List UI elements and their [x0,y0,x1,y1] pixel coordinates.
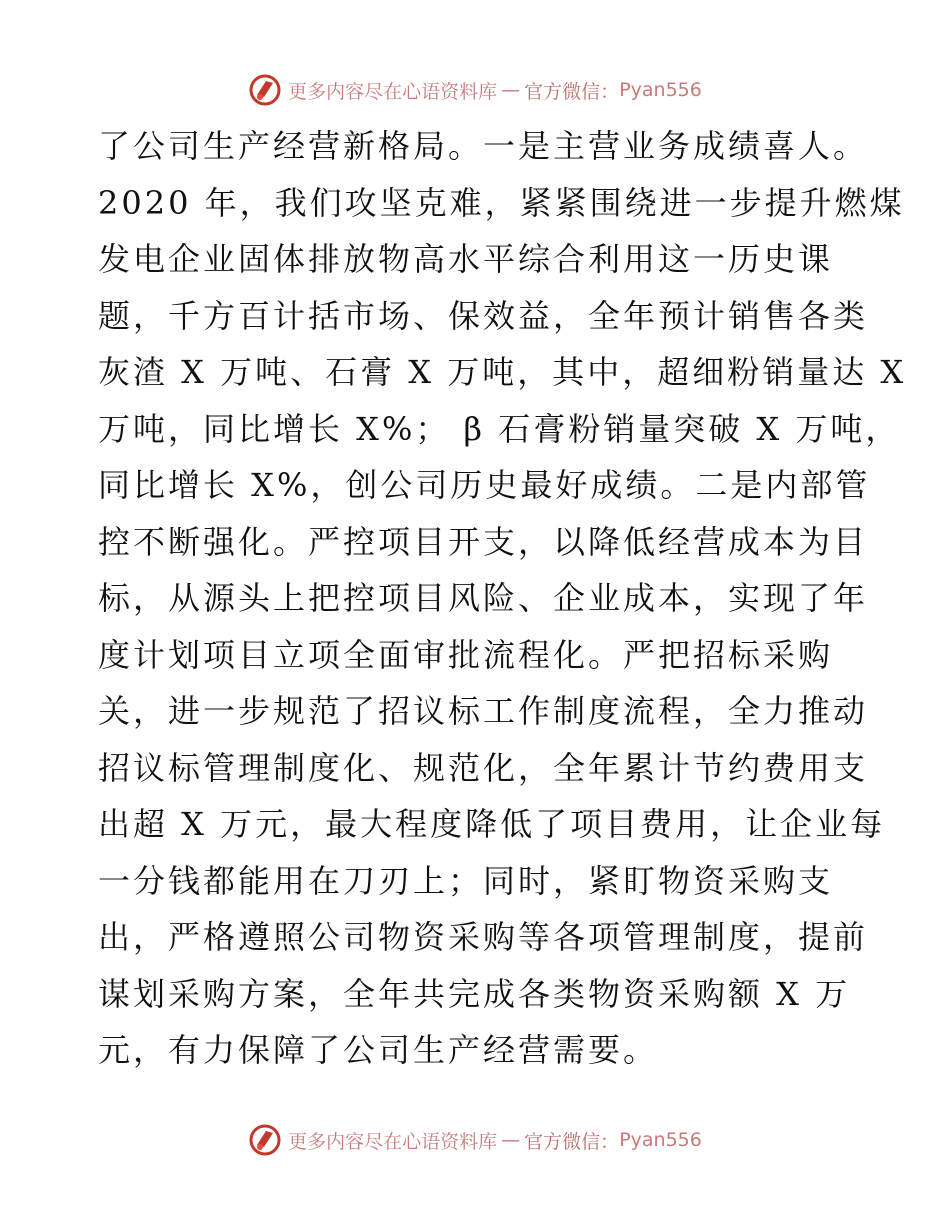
wechat-label: 官方微信： [524,80,620,103]
wechat-id: Pyan556 [619,1129,702,1151]
body-line: 万吨，同比增长 X%； β 石膏粉销量突破 X 万吨， [98,409,901,448]
body-line: 题，千方百计括市场、保效益，全年预计销售各类 [98,296,869,335]
body-line: 同比增长 X%，创公司历史最好成绩。二是内部管 [98,466,871,504]
wechat-label: 官方微信： [524,1130,620,1153]
body-line: 谋划采购方案，全年共完成各类物资采购额 X 万 [98,974,851,1013]
body-line: 标，从源头上把控项目风险、企业成本，实现了年 [98,579,869,617]
body-line: 灰渣 X 万吨、石膏 X 万吨，其中，超细粉销量达 X [98,353,907,391]
body-line: 元，有力保障了公司生产经营需要。 [98,1031,659,1069]
body-line: 出超 X 万元，最大程度降低了项目费用，让企业每 [98,805,886,843]
body-line: 2020 年，我们攻坚克难，紧紧围绕进一步提升燃煤 [98,183,905,222]
body-line: 控不断强化。严控项目开支，以降低经营成本为目 [98,522,869,561]
brand-logo-icon [248,73,282,107]
banner-text: 更多内容尽在心语资料库 [288,1130,498,1153]
banner-separator: — [501,1129,521,1151]
body-line: 关，进一步规范了招议标工作制度流程，全力推动 [98,692,869,730]
body-line: 一分钱都能用在刀刃上；同时，紧盯物资采购支 [98,861,834,900]
wechat-id: Pyan556 [619,79,702,101]
banner-text: 更多内容尽在心语资料库 [288,80,498,103]
brand-logo-icon [248,1123,282,1157]
header-banner [0,70,950,110]
body-line: 发电企业固体排放物高水平综合利用这一历史课 [98,240,834,278]
document-body [98,118,907,1079]
footer-banner [0,1120,950,1160]
banner-separator: — [501,79,521,101]
body-line: 出，严格遵照公司物资采购等各项管理制度，提前 [98,918,869,956]
body-line: 了公司生产经营新格局。一是主营业务成绩喜人。 [98,127,869,165]
body-line: 招议标管理制度化、规范化，全年累计节约费用支 [98,748,869,787]
body-line: 度计划项目立项全面审批流程化。严把招标采购 [98,635,834,674]
